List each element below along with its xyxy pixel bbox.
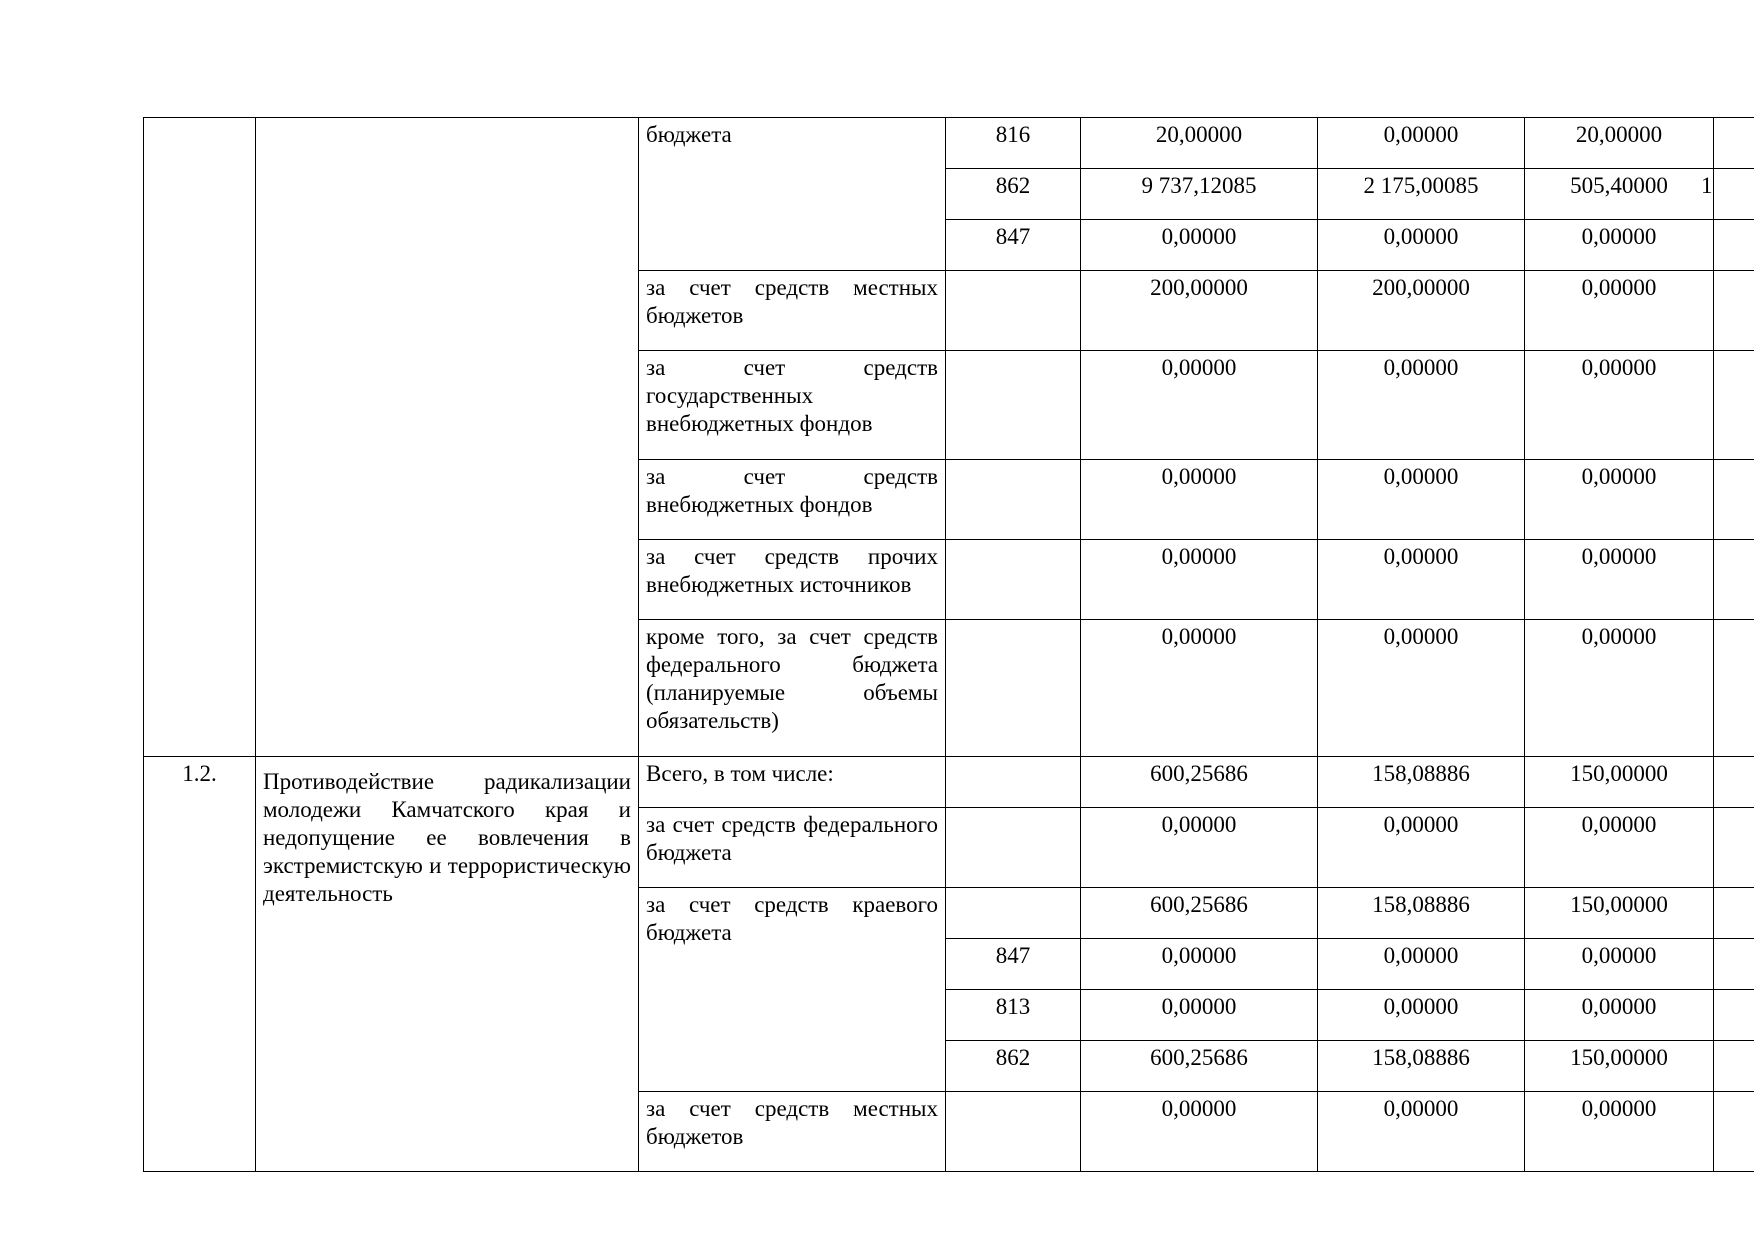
total-cell: 600,25686 [1081, 1041, 1318, 1092]
code-cell [946, 1092, 1081, 1172]
year1-cell: 0,00000 [1318, 118, 1525, 169]
source-label: за счет средств федерального бюджета [639, 808, 946, 888]
year1-cell: 158,08886 [1318, 888, 1525, 939]
item-index: 1.2. [144, 757, 256, 1172]
table-row [144, 757, 1754, 808]
year3-cell [1714, 1092, 1754, 1172]
year2-cell: 0,00000 [1525, 808, 1714, 888]
title-cell-empty [256, 118, 639, 757]
year1-cell: 0,00000 [1318, 540, 1525, 620]
year2-cell: 0,00000 [1525, 939, 1714, 990]
year3-cell [1714, 757, 1754, 808]
code-cell [946, 888, 1081, 939]
year2-cell: 0,00000 [1525, 460, 1714, 540]
year2-cell: 0,00000 [1525, 540, 1714, 620]
code-cell [946, 757, 1081, 808]
budget-table [143, 117, 1754, 1172]
year3-cell [1714, 1041, 1754, 1092]
total-cell: 0,00000 [1081, 939, 1318, 990]
year3-cell [1714, 460, 1754, 540]
year1-cell: 0,00000 [1318, 990, 1525, 1041]
year1-cell: 158,08886 [1318, 1041, 1525, 1092]
year1-cell: 0,00000 [1318, 620, 1525, 757]
year3-cell [1714, 271, 1754, 351]
source-label: за счет средств местных бюджетов [639, 271, 946, 351]
total-cell: 20,00000 [1081, 118, 1318, 169]
year3-cell [1701, 169, 1754, 220]
year3-cell [1714, 540, 1754, 620]
code-cell: 862 [946, 1041, 1081, 1092]
code-cell: 862 [946, 169, 1081, 220]
year1-cell: 158,08886 [1318, 757, 1525, 808]
year2-cell: 20,00000 [1525, 118, 1714, 169]
year1-cell: 0,00000 [1318, 939, 1525, 990]
total-cell: 0,00000 [1081, 351, 1318, 460]
code-cell: 816 [946, 118, 1081, 169]
year2-cell: 150,00000 [1525, 757, 1714, 808]
year1-cell: 200,00000 [1318, 271, 1525, 351]
year2-cell: 0,00000 [1525, 990, 1714, 1041]
year3-cell [1714, 939, 1754, 990]
code-cell: 847 [946, 220, 1081, 271]
source-label: за счет средств внебюджетных фондов [639, 460, 946, 540]
total-cell: 9 737,12085 [1081, 169, 1318, 220]
year2-cell: 0,00000 [1525, 1092, 1714, 1172]
year3-cell [1714, 888, 1754, 939]
total-cell: 0,00000 [1081, 620, 1318, 757]
year3-cell [1714, 351, 1754, 460]
year1-cell: 0,00000 [1318, 1092, 1525, 1172]
code-cell [946, 808, 1081, 888]
total-cell: 600,25686 [1081, 757, 1318, 808]
total-cell: 0,00000 [1081, 990, 1318, 1041]
source-label: за счет средств местных бюджетов [639, 1092, 946, 1172]
total-cell: 0,00000 [1081, 808, 1318, 888]
year3-cell [1714, 808, 1754, 888]
code-cell: 813 [946, 990, 1081, 1041]
total-cell: 0,00000 [1081, 220, 1318, 271]
year1-cell: 0,00000 [1318, 220, 1525, 271]
year2-cell: 505,40000 [1525, 169, 1714, 220]
year2-cell: 150,00000 [1525, 1041, 1714, 1092]
year2-cell: 150,00000 [1525, 888, 1714, 939]
total-cell: 0,00000 [1081, 1092, 1318, 1172]
source-label: за счет средств государственных внебюджетных фондов [639, 351, 946, 460]
year1-cell: 0,00000 [1318, 808, 1525, 888]
total-cell: 0,00000 [1081, 540, 1318, 620]
year3-cell [1714, 620, 1754, 757]
year2-cell: 0,00000 [1525, 220, 1714, 271]
code-cell [946, 540, 1081, 620]
year3-cell [1714, 118, 1754, 169]
source-label: за счет средств прочих внебюджетных источников [639, 540, 946, 620]
table-row [144, 118, 1754, 169]
item-title: Противодействие радикализации молодежи Камчатского края и недопущение ее вовлечения в экстремистскую и террористическую деятельность [256, 757, 639, 1172]
source-label: бюджета [639, 118, 946, 271]
total-cell: 200,00000 [1081, 271, 1318, 351]
year2-cell: 0,00000 [1525, 620, 1714, 757]
total-cell: 600,25686 [1081, 888, 1318, 939]
year2-cell: 0,00000 [1525, 271, 1714, 351]
year1-cell: 0,00000 [1318, 460, 1525, 540]
code-cell: 847 [946, 939, 1081, 990]
code-cell [946, 620, 1081, 757]
year1-cell: 0,00000 [1318, 351, 1525, 460]
source-label: кроме того, за счет средств федерального бюджета (планируемые объемы обязательств) [639, 620, 946, 757]
year1-cell: 2 175,00085 [1318, 169, 1525, 220]
code-cell [946, 271, 1081, 351]
year3-cut-value: 1 [1701, 173, 1713, 198]
year3-cell [1714, 220, 1754, 271]
source-label: за счет средств краевого бюджета [639, 888, 946, 1092]
index-cell-empty [144, 118, 256, 757]
code-cell [946, 351, 1081, 460]
year2-cell: 0,00000 [1525, 351, 1714, 460]
total-cell: 0,00000 [1081, 460, 1318, 540]
code-cell [946, 460, 1081, 540]
source-label: Всего, в том числе: [639, 757, 946, 808]
year3-cell [1714, 990, 1754, 1041]
